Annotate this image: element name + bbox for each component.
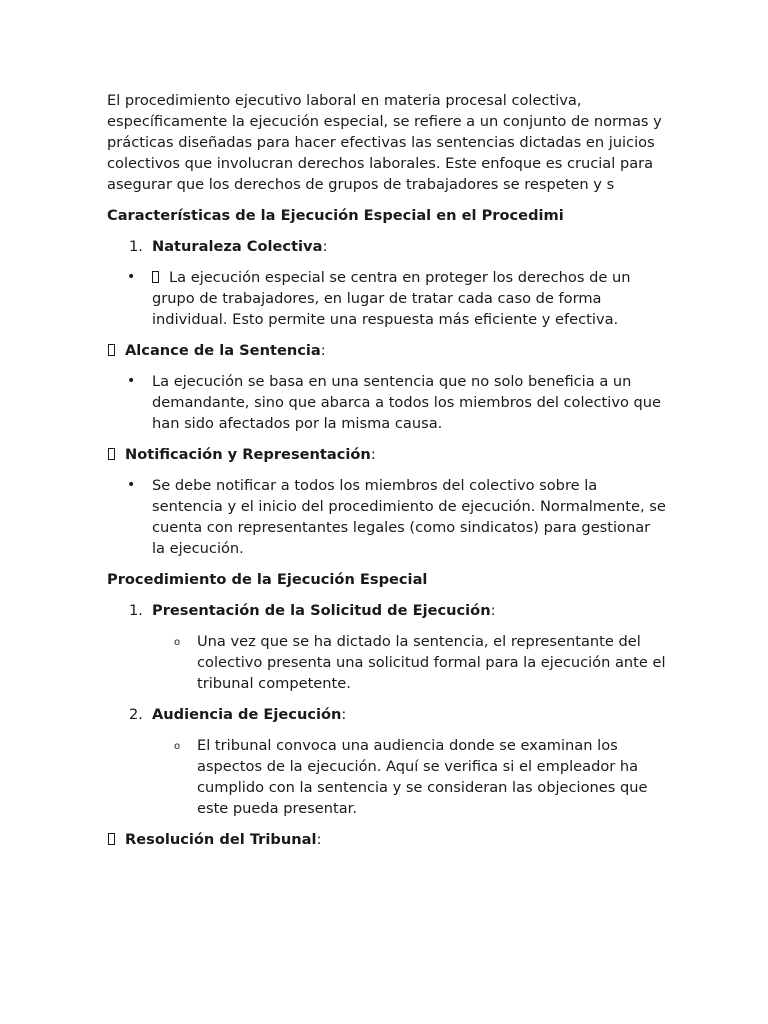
numbered-item-presentacion [107,600,667,621]
section-heading-caracteristicas: Características de la Ejecución Especial en el Procedimi [107,207,564,224]
circle-bullet-icon: o [174,741,181,752]
circle-bullet-icon: o [174,637,181,648]
list-number: 1. [129,602,143,619]
bullet-text: La ejecución especial se centra en proteger los derechos de un grupo de trabajadores, en lugar de tratar cada caso de forma individual. Esto permite una respuesta más eficiente y efectiva. [152,269,631,328]
item-title: Presentación de la Solicitud de Ejecución [152,602,491,619]
numbered-item-audiencia [107,704,667,725]
numbered-item-naturaleza [107,236,667,257]
item-colon: : [490,602,496,619]
box-item-alcance [107,340,667,361]
box-item-notificacion [107,444,667,465]
bullet-icon: • [127,477,136,493]
list-number: 1. [129,238,143,255]
item-title: Audiencia de Ejecución [152,706,342,723]
bullet-item-notificacion [107,475,667,559]
section-heading-procedimiento: Procedimiento de la Ejecución Especial [107,571,428,588]
sub-bullet-text: Una vez que se ha dictado la sentencia, el representante del colectivo presenta una solicitud formal para la ejecución ante el tribunal competente. [197,633,666,692]
item-colon: : [370,446,376,463]
item-title: Notificación y Representación [125,446,371,463]
sub-bullet-text: El tribunal convoca una audiencia donde se examinan los aspectos de la ejecución. Aquí se verifica si el empleador ha cumplido con la sentencia y se consideran las objeciones que este pueda presentar. [197,737,648,817]
box-item-resolucion [107,829,667,850]
item-colon: : [316,831,322,848]
intro-paragraph: El procedimiento ejecutivo laboral en materia procesal colectiva, específicamente la ejecución especial, se refiere a un conjunto de normas y prácticas diseñadas para hacer efectivas las sentencias dictadas en juicios colectivos que involucran derechos laborales. Este enfoque es crucial para asegurar que los derechos de grupos de trabajadores se respeten y s [107,92,662,193]
bullet-text: Se debe notificar a todos los miembros del colectivo sobre la sentencia y el inicio del procedimiento de ejecución. Normalmente, se cuenta con representantes legales (como sindicatos) para gestionar la ejecución. [152,477,666,557]
sub-bullet-audiencia [107,735,667,819]
list-number: 2. [129,706,143,723]
item-title: Alcance de la Sentencia [125,342,321,359]
bullet-item-alcance [107,371,667,434]
missing-glyph-box-icon [108,344,115,356]
document-page [107,90,667,860]
sub-bullet-presentacion [107,631,667,694]
item-title: Resolución del Tribunal [125,831,317,848]
missing-glyph-box-icon [152,271,159,283]
item-colon: : [320,342,326,359]
item-colon: : [341,706,347,723]
item-colon: : [322,238,328,255]
bullet-icon: • [127,269,136,285]
bullet-text: La ejecución se basa en una sentencia que no solo beneficia a un demandante, sino que abarca a todos los miembros del colectivo que han sido afectados por la misma causa. [152,373,662,432]
bullet-icon: • [127,373,136,389]
missing-glyph-box-icon [108,833,115,845]
item-title: Naturaleza Colectiva [152,238,323,255]
missing-glyph-box-icon [108,448,115,460]
bullet-item-naturaleza [107,267,667,330]
